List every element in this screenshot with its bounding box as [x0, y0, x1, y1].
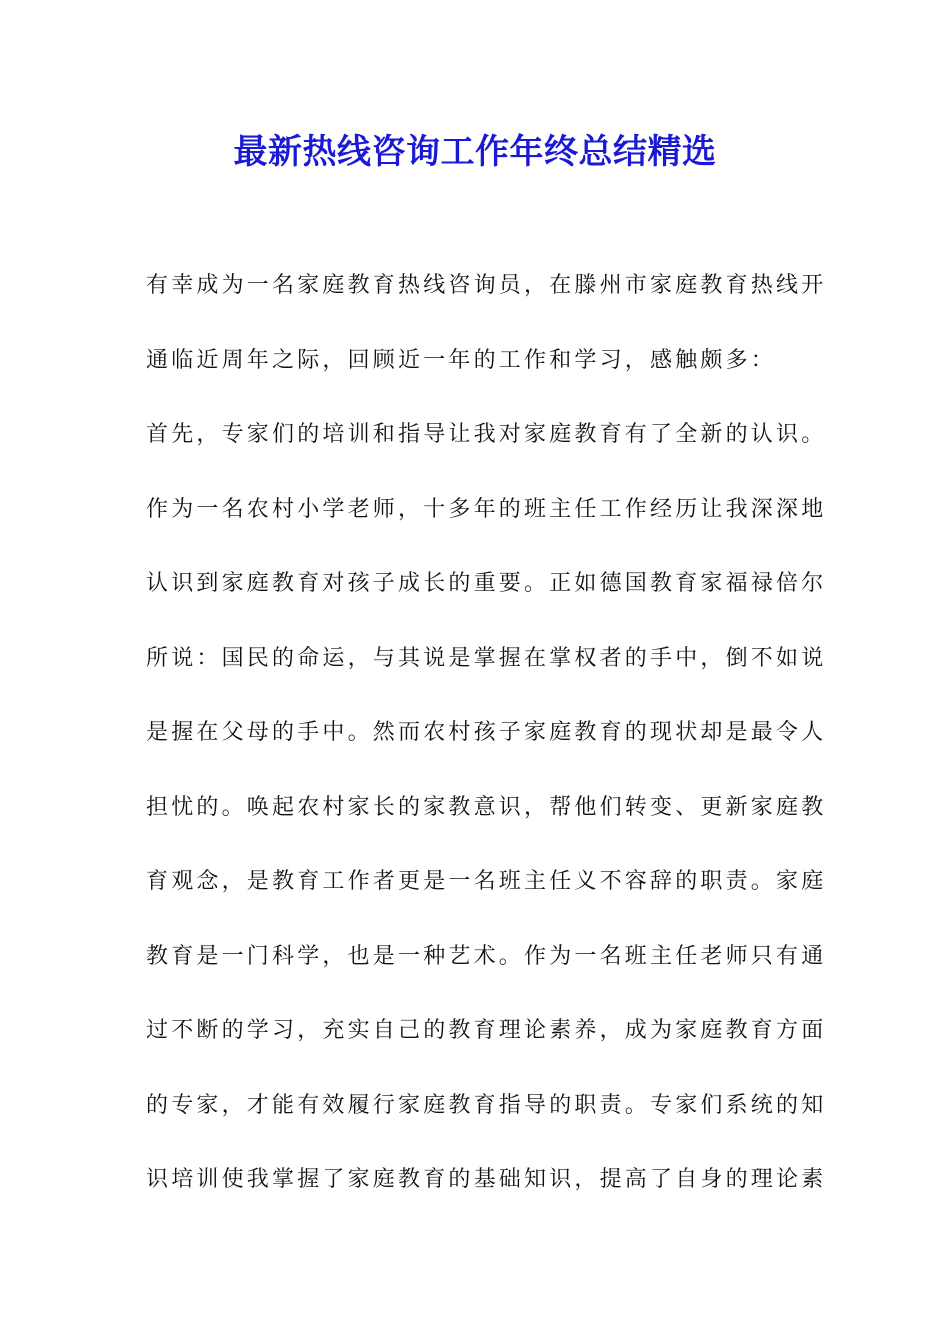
body-line: 过不断的学习，充实自己的教育理论素养，成为家庭教育方面 [146, 1018, 827, 1043]
body-line: 通临近周年之际，回顾近一年的工作和学习，感触颇多： [146, 347, 777, 373]
body-line: 的专家，才能有效履行家庭教育指导的职责。专家们系统的知 [146, 1092, 827, 1118]
body-line: 作为一名农村小学老师，十多年的班主任工作经历让我深深地 [146, 496, 827, 522]
body-line: 识培训使我掌握了家庭教育的基础知识，提高了自身的理论素 [146, 1167, 827, 1192]
body-line: 教育是一门科学，也是一种艺术。作为一名班主任老师只有通 [146, 943, 827, 969]
document-body [146, 263, 827, 1232]
body-line: 所说：国民的命运，与其说是掌握在掌权者的手中，倒不如说 [146, 645, 827, 671]
body-line: 是握在父母的手中。然而农村孩子家庭教育的现状却是最令人 [146, 720, 827, 745]
body-line: 首先，专家们的培训和指导让我对家庭教育有了全新的认识。 [146, 422, 827, 447]
body-line: 育观念，是教育工作者更是一名班主任义不容辞的职责。家庭 [146, 869, 827, 894]
document-title: 最新热线咨询工作年终总结精选 [233, 132, 717, 172]
body-line: 有幸成为一名家庭教育热线咨询员，在滕州市家庭教育热线开 [146, 273, 827, 298]
body-line: 认识到家庭教育对孩子成长的重要。正如德国教育家福禄倍尔 [146, 571, 827, 596]
body-line: 担忧的。唤起农村家长的家教意识，帮他们转变、更新家庭教 [146, 794, 827, 820]
